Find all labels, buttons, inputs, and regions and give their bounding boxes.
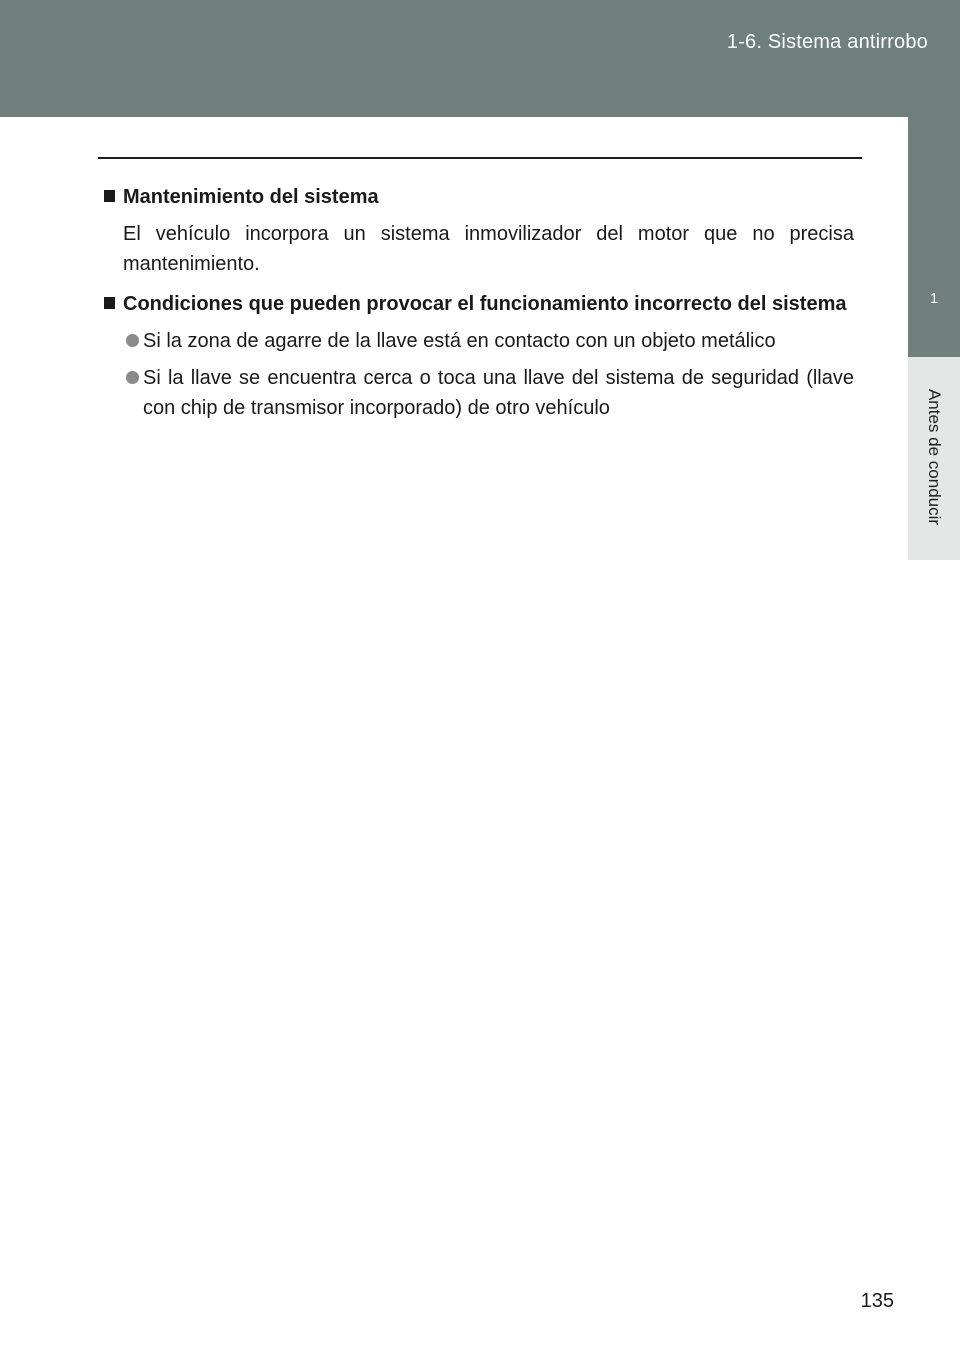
page-number: 135 <box>860 1290 894 1312</box>
section-heading: Mantenimiento del sistema <box>123 186 379 208</box>
top-divider <box>98 157 862 159</box>
chapter-title: Antes de conducir <box>925 388 944 526</box>
square-bullet-icon <box>104 190 115 202</box>
round-bullet-icon <box>126 371 139 384</box>
section-title: 1-6. Sistema antirrobo <box>726 31 928 53</box>
list-item-text: Si la zona de agarre de la llave está en contacto con un objeto metálico <box>143 330 776 352</box>
header-band <box>0 0 960 117</box>
section-item-malfunction-conditions <box>100 289 854 423</box>
list-item <box>123 363 854 423</box>
chapter-number: 1 <box>929 290 939 307</box>
chapter-tab <box>908 117 960 357</box>
condition-list <box>123 326 854 423</box>
list-item <box>123 326 854 356</box>
section-item-maintenance <box>100 182 854 279</box>
chapter-title-container <box>908 357 960 560</box>
section-body-text: El vehículo incorpora un sistema inmovilizador del motor que no precisa mantenimiento. <box>123 223 854 275</box>
page-content <box>100 182 854 423</box>
section-heading: Condiciones que pueden provocar el funcionamiento incorrecto del sistema <box>123 293 847 315</box>
list-item-text: Si la llave se encuentra cerca o toca una llave del sistema de seguridad (llave con chip de transmisor incorporado) de otro vehículo <box>143 367 854 419</box>
square-bullet-icon <box>104 297 115 309</box>
round-bullet-icon <box>126 334 139 347</box>
